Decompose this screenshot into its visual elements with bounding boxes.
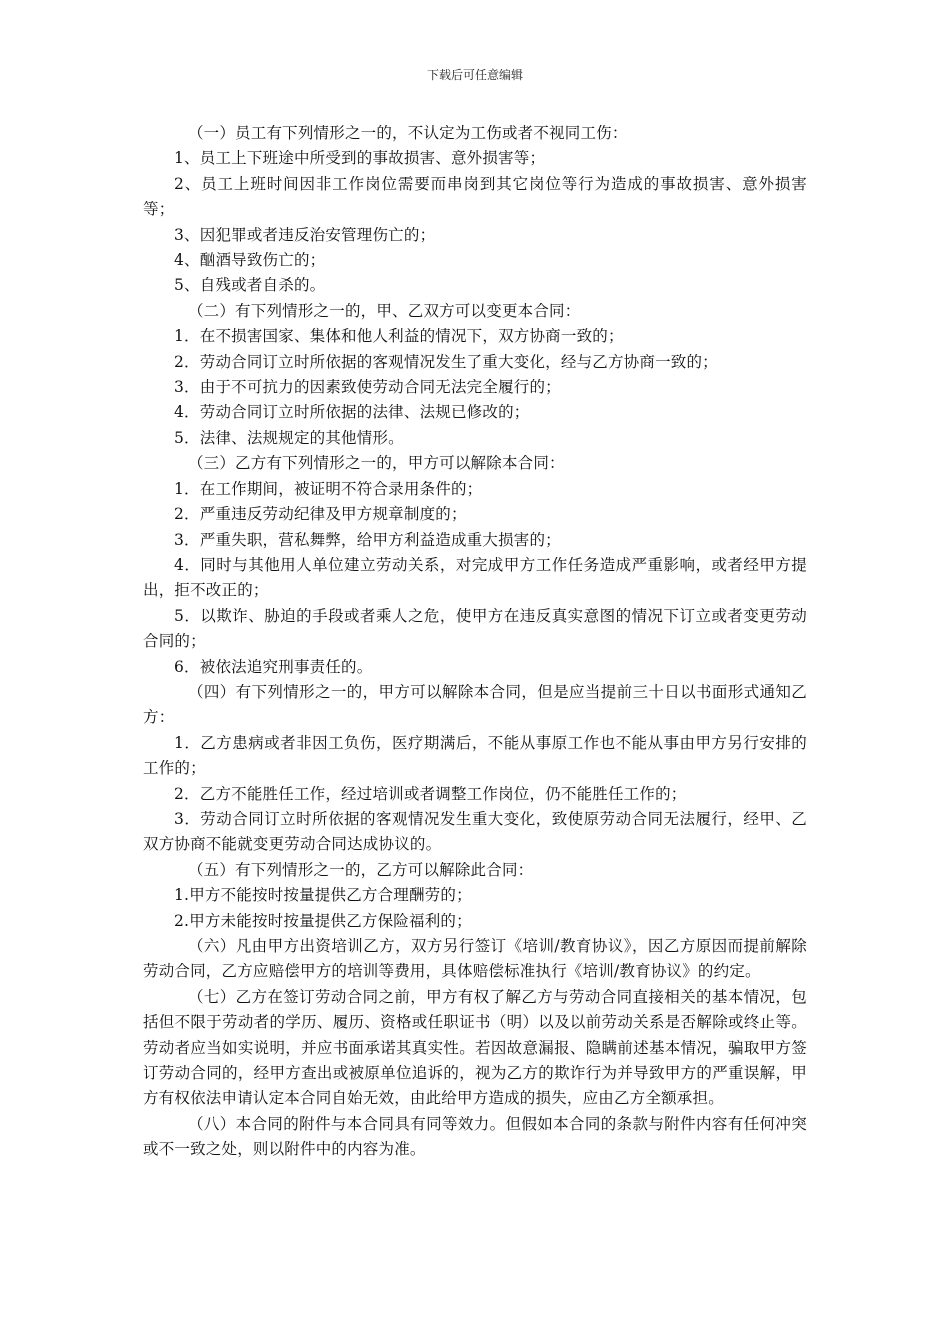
section-heading: （三）乙方有下列情形之一的，甲方可以解除本合同：	[187, 454, 565, 473]
list-item: 2．乙方不能胜任工作，经过培训或者调整工作岗位，仍不能胜任工作的；	[174, 784, 687, 803]
list-item: 5．法律、法规规定的其他情形。	[174, 428, 404, 447]
list-item: 1、员工上下班途中所受到的事故损害、意外损害等；	[174, 149, 546, 168]
list-item: 4．劳动合同订立时所依据的法律、法规已修改的；	[174, 403, 530, 422]
list-item: 1．在工作期间，被证明不符合录用条件的；	[174, 479, 483, 498]
list-item: 1．乙方患病或者非因工负伤，医疗期满后，不能从事原工作也不能从事由甲方另行安排的工作的；	[143, 733, 807, 778]
list-item: 3．严重失职，营私舞弊，给甲方利益造成重大损害的；	[174, 530, 561, 549]
section-heading: （五）有下列情形之一的，乙方可以解除此合同：	[187, 860, 534, 879]
section-paragraph: （七）乙方在签订劳动合同之前，甲方有权了解乙方与劳动合同直接相关的基本情况，包括但不限于劳动者的学历、履历、资格或任职证书（明）以及以前劳动关系是否解除或终止等。劳动者应当如实说明，并应书面承诺其真实性。若因故意漏报、隐瞒前述基本情况，骗取甲方签订劳动合同的，经甲方查出或被原单位追诉的，视为乙方的欺诈行为并导致甲方的严重误解，甲方有权依法申请认定本合同自始无效，由此给甲方造成的损失，应由乙方全额承担。	[143, 987, 807, 1108]
list-item: 3．由于不可抗力的因素致使劳动合同无法完全履行的；	[174, 378, 561, 397]
list-item: 3、因犯罪或者违反治安管理伤亡的；	[174, 225, 436, 244]
section-heading: （二）有下列情形之一的，甲、乙双方可以变更本合同：	[187, 301, 581, 320]
list-item: 3．劳动合同订立时所依据的客观情况发生重大变化，致使原劳动合同无法履行，经甲、乙双方协商不能就变更劳动合同达成协议的。	[143, 809, 807, 854]
list-item: 1．在不损害国家、集体和他人利益的情况下，双方协商一致的；	[174, 327, 624, 346]
section-heading: （四）有下列情形之一的，甲方可以解除本合同，但是应当提前三十日以书面形式通知乙方：	[143, 682, 807, 727]
list-item: 5、自残或者自杀的。	[174, 276, 326, 295]
section-paragraph: （六）凡由甲方出资培训乙方，双方另行签订《培训/教育协议》，因乙方原因而提前解除劳动合同，乙方应赔偿甲方的培训等费用，具体赔偿标准执行《培训/教育协议》的约定。	[143, 937, 807, 981]
section-paragraph: （八）本合同的附件与本合同具有同等效力。但假如本合同的条款与附件内容有任何冲突或不一致之处，则以附件中的内容为准。	[143, 1114, 807, 1159]
list-item: 4、酗酒导致伤亡的；	[174, 251, 326, 270]
list-item: 2．劳动合同订立时所依据的客观情况发生了重大变化，经与乙方协商一致的；	[174, 352, 718, 371]
list-item: 4．同时与其他用人单位建立劳动关系，对完成甲方工作任务造成严重影响，或者经甲方提出，拒不改正的；	[143, 555, 807, 600]
list-item: 2.甲方未能按时按量提供乙方保险福利的；	[174, 911, 472, 930]
list-item: 1.甲方不能按时按量提供乙方合理酬劳的；	[174, 886, 472, 905]
page-header: 下载后可任意编辑	[426, 68, 523, 82]
list-item: 2．严重违反劳动纪律及甲方规章制度的；	[174, 505, 467, 524]
list-item: 5．以欺诈、胁迫的手段或者乘人之危，使甲方在违反真实意图的情况下订立或者变更劳动合同的；	[143, 606, 807, 651]
section-heading: （一）员工有下列情形之一的，不认定为工伤或者不视同工伤：	[187, 124, 628, 142]
document-body	[143, 121, 807, 1163]
list-item: 2、员工上班时间因非工作岗位需要而串岗到其它岗位等行为造成的事故损害、意外损害等；	[143, 174, 807, 219]
list-item: 6．被依法追究刑事责任的。	[174, 657, 373, 676]
